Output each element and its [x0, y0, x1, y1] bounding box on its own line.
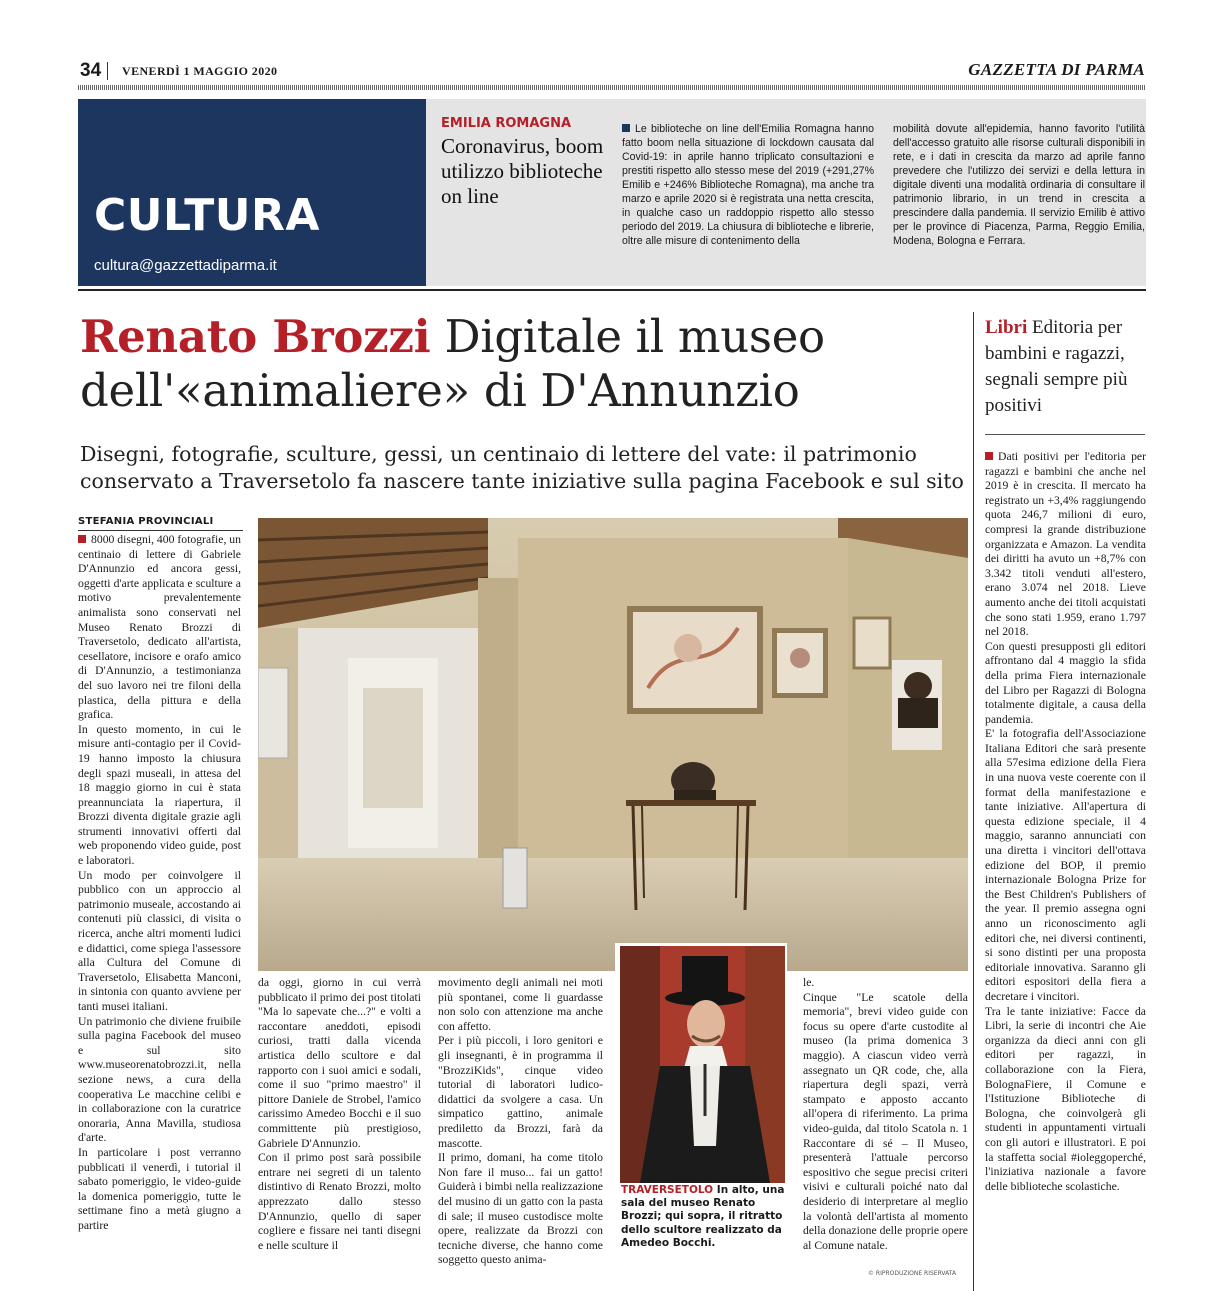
- article-title: [80, 310, 960, 418]
- article-paragraph: Un patrimonio che diviene fruibile sulla pagina Facebook del museo e sul sito www.museorenatobrozzi.it, nella sezione news, a cura della cooperativa Le macchine celibi e in collaborazione con la curatrice onoraria, Anna Mavilla, studiosa d'arte.: [78, 1014, 241, 1145]
- square-bullet-icon: [78, 535, 86, 543]
- article-paragraph: Cinque "Le scatole della memoria", brevi video guide con focus su opere d'arte custodite al museo (la prima domenica 3 maggio). A ciascun video verrà assegnato un QR code, che, alla riapertura degli spazi, verrà stampato e apposto accanto all'opera di riferimento. La prima video-guida, dal titolo Scatola n. 1 Raccontare di sé – Il Museo, presenterà l'attuale percorso espositivo che segue precisi criteri visivi e culturali poiché nato dal desiderio di interpretare al meglio la volontà dell'artista al momento della donazione delle proprie opere al Comune natale.: [803, 990, 968, 1252]
- sidebar-rule: [985, 434, 1145, 435]
- page-number: 34: [80, 60, 102, 81]
- sculptor-portrait-painting: [620, 946, 785, 1183]
- sidebar-title: Editoria per bambini e ragazzi, segnali sempre più positivi: [985, 317, 1128, 416]
- article-paragraph: da oggi, giorno in cui verrà pubblicato il primo dei post titolati "Ma lo sapevate che...?" e volti a raccontare aneddoti, episodi curiosi, tratti dalla vicenda artistica dello scultore e dal rapporto con i suoi amici e sodali, come il suo "primo maestro" il pittore Daniele de Strobel, l'amico carissimo Amedeo Bocchi e il suo committente più prestigioso, Gabriele D'Annunzio.: [258, 976, 421, 1150]
- brief-column-2: mobilità dovute all'epidemia, hanno favorito l'utilità dell'accesso gratuito alle risorse culturali disponibili in rete, e i dati in crescita da marzo ad aprile fanno prevedere che l'utilizzo dei servizi e della lettura in digitale diventi una modalità ordinaria di consultare il patrimonio librario, in un trend in crescita a prescindere dalla pandemia. Il servizio Emilib è attivo per le province di Piacenza, Parma, Reggio Emilia, Modena, Bologna e Ferrara.: [893, 123, 1145, 247]
- title-name: Renato Brozzi: [80, 310, 431, 363]
- article-column-1: [78, 533, 241, 1234]
- brief-kicker: EMILIA ROMAGNA: [441, 116, 572, 131]
- article-paragraph: Per i più piccoli, i loro genitori e gli insegnanti, è in programma il "BrozziKids", cinque video tutorial di laboratori ludico-didattici da svolgere a casa. Un simpatico gattino, animale prediletto da Brozzi, farà da mascotte.: [438, 1034, 603, 1150]
- newspaper-masthead: GAZZETTA DI PARMA: [968, 60, 1145, 79]
- sidebar-text: Dati positivi per l'editoria per ragazzi e bambini che anche nel 2019 è in crescita. Il mercato ha registrato un +3,4% raggiungendo quota 246,7 milioni di euro, compresi la grande distribuzione organizzata e Amazon. La vendita dei diritti ha avuto un +8,7% con 3.342 titoli venduti all'estero, erano 3.074 nel 2018. Lieve aumento anche dei titoli acquistati che sono stati 1.959, erano 1.797 nel 2018.: [985, 450, 1146, 639]
- sidebar-kicker: Libri: [985, 317, 1028, 338]
- caption-text: In alto, una sala del museo Renato Brozzi; qui sopra, il ritratto dello scultore realizzato da Amedeo Bocchi.: [621, 1184, 785, 1249]
- brief-column-1: [622, 122, 874, 248]
- article-paragraph: In particolare i post verranno pubblicati il venerdì, i tutorial il sabato pomeriggio, le video-guide la domenica pomeriggio, tutte le settimane fino a metà giugno a partire: [78, 1145, 241, 1232]
- title-rest: Digitale il museo dell'«animaliere» di D'Annunzio: [80, 310, 825, 417]
- page-number-divider: [107, 62, 108, 80]
- byline: STEFANIA PROVINCIALI: [78, 516, 214, 527]
- copyright-note: © RIPRODUZIONE RISERVATA: [868, 1270, 957, 1277]
- square-bullet-icon: [622, 124, 630, 132]
- sidebar-paragraph: E' la fotografia dell'Associazione Italiana Editori che sarà presente alla 57esima edizione della Fiera in una nuova veste coerente con il format della manifestazione e tante iniziative. All'apertura di questa edizione speciale, il 4 maggio, saranno annunciati con una diretta i vincitori dell'ottava edizione del BOP, il premio internazionale Bologna Prize for the Best Children's Publishers of the year. Il premio assegna ogni anno un riconoscimento agli editori che, nei diversi continenti, si sono distinti per una proposta editoriale innovativa. Saranno gli editori espositori della fiera a decretare i vincitori.: [985, 727, 1146, 1003]
- article-paragraph: Un modo per coinvolgere il pubblico con un approccio al patrimonio museale, accostando ai contenuti più classici, di visita o ricerca, anche altri momenti ludici e didattici, come spiega l'assessore alla Cultura del Comune di Traversetolo, Elisabetta Manconi, in sintonia con quanto avviene per tanti musei italiani.: [78, 868, 241, 1013]
- article-subtitle: Disegni, fotografie, sculture, gessi, un centinaio di lettere del vate: il patrimonio conservato a Traversetolo fa nascere tante iniziative sulla pagina Facebook e sul sito: [80, 442, 964, 493]
- sidebar-paragraph: [985, 450, 1146, 640]
- square-bullet-icon: [985, 452, 993, 460]
- article-paragraph: Con il primo post sarà possibile entrare nei segreti di un talento distintivo di Renato Brozzi, molto apprezzato dallo stesso D'Annunzio, quello di saper cogliere e fissare nei tanti disegni e nelle sculture il: [258, 1151, 421, 1252]
- header-rule: [78, 289, 1146, 291]
- article-paragraph: Il primo, domani, ha come titolo Non fare il muso... fai un gatto! Guiderà i bimbi nella realizzazione del musino di un gatto con la pasta di sale; il museo custodisce molte opere, realizzate da Brozzi con tecniche diverse, che hanno come soggetto questo anima-: [438, 1151, 603, 1267]
- article-paragraph: movimento degli animali nei moti più spontanei, come li guardasse non solo con attenzione ma anche con affetto.: [438, 976, 603, 1033]
- sidebar-paragraph: Tra le tante iniziative: Facce da Libri, la serie di incontri che Aie organizza da dieci anni con gli editori per ragazzi, in collaborazione con la Fiera, BolognaFiere, il Comune e l'Istituzione Biblioteche di Bologna, che coinvolgerà gli studenti in appuntamenti virtuali con gli autori e illustratori. E poi la staffetta social #ioleggoperché, l'iniziativa nazionale a favore delle biblioteche scolastiche.: [985, 1004, 1146, 1193]
- sidebar-headline: [985, 315, 1145, 419]
- section-name: CULTURA: [94, 190, 320, 241]
- byline-rule: [78, 530, 243, 531]
- brief-text-1: Le biblioteche on line dell'Emilia Romagna hanno fatto boom nella situazione di lockdown causata dal Covid-19: in aprile hanno triplicato consultazioni e prestiti rispetto allo stesso mese del 2019 (+291,27% Emilib e +246% Biblioteche Romagna), ma anche tra marzo e aprile 2020 si è registrata una netta crescita, in qualche caso un raddoppio rispetto allo stesso periodo del 2019. La chiusura di biblioteche e librerie, oltre alle misure di contenimento della: [622, 123, 874, 247]
- article-paragraph: [78, 533, 241, 723]
- photo-caption: [621, 1184, 786, 1250]
- section-email: cultura@gazzettadiparma.it: [94, 257, 277, 274]
- article-paragraph: In questo momento, in cui le misure anti-contagio per il Covid-19 hanno imposto la chiusura degli spazi museali, in attesa del 18 maggio giorno in cui è stata preannunciata la riapertura, il Brozzi diventa digitale grazie agli strumenti innovativi offerti dal web proponendo video guide, post e laboratori.: [78, 722, 241, 868]
- article-column-2: [258, 976, 421, 1253]
- museum-room-photo: [258, 518, 968, 971]
- article-text: 8000 disegni, 400 fotografie, un centinaio di lettere di Gabriele D'Annunzio ed ancora gessi, oggetti d'arte applicata e sculture a motivo prevalentemente animalista sono conservati nel Museo Renato Brozzi di Traversetolo, dedicato all'artista, cesellatore, incisore e orafo amico di D'Annunzio, a testimonianza del suo lavoro nei tre filoni della plastica, della pittura e della grafica.: [78, 533, 241, 722]
- article-column-3: [438, 976, 603, 1268]
- top-rule: [78, 85, 1146, 90]
- article-column-4: [803, 976, 968, 1253]
- article-paragraph: le.: [803, 976, 815, 989]
- sidebar-divider: [973, 312, 974, 1291]
- sidebar-body: [985, 450, 1146, 1194]
- brief-headline: Coronavirus, boom utilizzo biblioteche on line: [441, 134, 604, 208]
- issue-date: VENERDÌ 1 MAGGIO 2020: [122, 64, 278, 78]
- sidebar-paragraph: Con questi presupposti gli editori affrontano dal 4 maggio la sfida della prima Fiera internazionale del Libro per Ragazzi di Bologna totalmente digitale, a causa della pandemia.: [985, 639, 1146, 726]
- caption-kicker: TRAVERSETOLO: [621, 1184, 714, 1196]
